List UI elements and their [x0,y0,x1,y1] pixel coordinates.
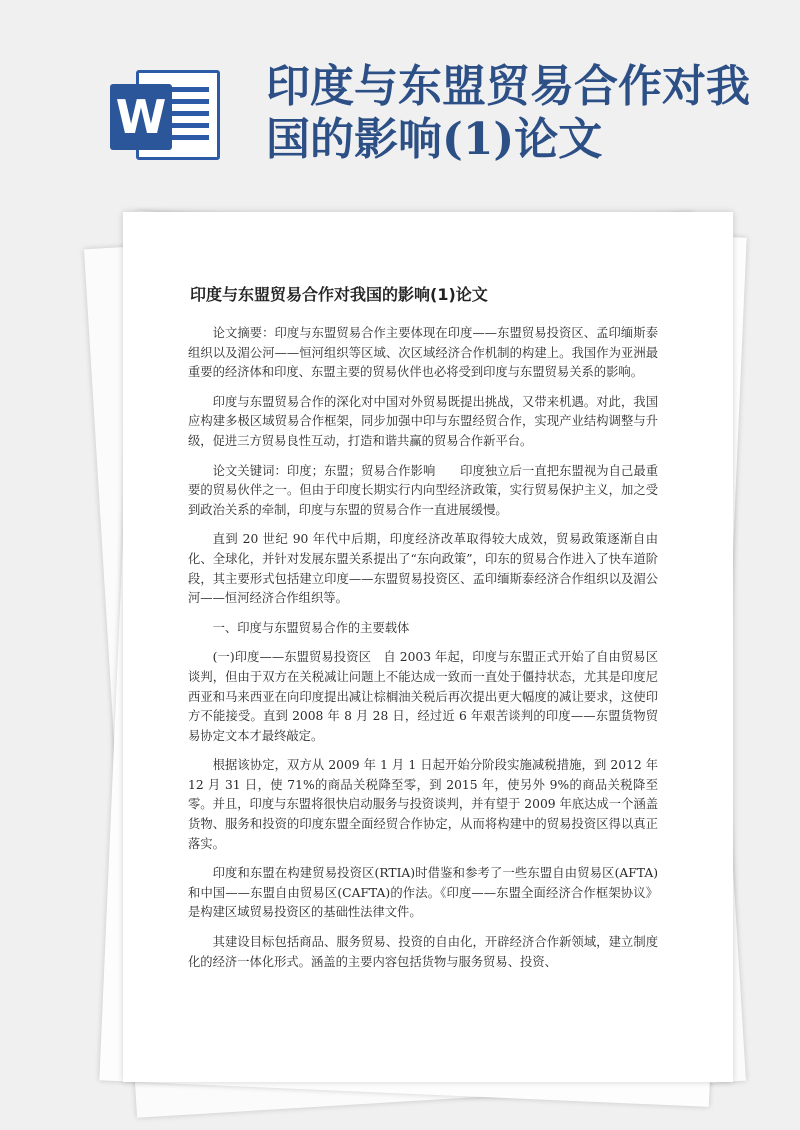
paragraph: 印度与东盟贸易合作的深化对中国对外贸易既提出挑战，又带来机遇。对此，我国应构建多极区域贸易合作框架，同步加强中印与东盟经贸合作，实现产业结构调整与升级，促进三方贸易良性互动，打造和谐共赢的贸易合作新平台。 [188,394,658,448]
document-body [188,324,658,982]
banner-title: 印度与东盟贸易合作对我国的影响(1)论文 [266,61,750,165]
paragraph: 其建设目标包括商品、服务贸易、投资的自由化，开辟经济合作新领域，建立制度化的经济一体化形式。涵盖的主要内容包括货物与服务贸易、投资、 [188,935,658,969]
document-title: 印度与东盟贸易合作对我国的影响(1)论文 [190,285,488,304]
paragraph: 根据该协定，双方从 2009 年 1 月 1 日起开始分阶段实施减税措施，到 2012 年 12 月 31 日，使 71%的商品关税降至零，到 2015 年，使另外 9%的商品关税降至零。并且，印度与东盟将很快启动服务与投资谈判，并有望于 2009 年底达成一个涵盖货物、服务和投资的印度东盟全面经贸合作协定，从而将构建中的贸易投资区得以真正落实。 [188,758,658,851]
paragraph: 论文关键词：印度；东盟；贸易合作影响 印度独立后一直把东盟视为自己最重要的贸易伙伴之一。但由于印度长期实行内向型经济政策，实行贸易保护主义，加之受到政治关系的牵制，印度与东盟的贸易合作一直进展缓慢。 [188,463,658,517]
document-page [123,212,733,1082]
paragraph: 印度和东盟在构建贸易投资区(RTIA)时借鉴和参考了一些东盟自由贸易区(AFTA)和中国——东盟自由贸易区(CAFTA)的作法。《印度——东盟全面经济合作框架协议》是构建区域贸易投资区的基础性法律文件。 [188,866,658,920]
paragraph: (一)印度——东盟贸易投资区 自 2003 年起，印度与东盟正式开始了自由贸易区谈判，但由于双方在关税减让问题上不能达成一致而一直处于僵持状态，尤其是印度尼西亚和马来西亚在向印度提出减让棕榈油关税后再次提出更大幅度的减让要求，这使印方不能接受。直到 2008 年 8 月 28 日，经过近 6 年艰苦谈判的印度——东盟货物贸易协定文本才最终敲定。 [188,650,658,743]
paragraph: 论文摘要：印度与东盟贸易合作主要体现在印度——东盟贸易投资区、孟印缅斯泰组织以及湄公河——恒河组织等区域、次区域经济合作机制的构建上。我国作为亚洲最重要的经济体和印度、东盟主要的贸易伙伴也必将受到印度与东盟贸易关系的影响。 [188,326,658,380]
word-logo [110,66,222,164]
word-badge-icon: W [110,84,172,150]
paragraph: 直到 20 世纪 90 年代中后期，印度经济改革取得较大成效，贸易政策逐渐自由化、全球化，并针对发展东盟关系提出了“东向政策”，印东的贸易合作进入了快车道阶段，其主要形式包括建立印度——东盟贸易投资区、孟印缅斯泰经济合作组织以及湄公河——恒河经济合作组织等。 [188,532,658,606]
section-heading: 一、印度与东盟贸易合作的主要载体 [212,620,410,635]
